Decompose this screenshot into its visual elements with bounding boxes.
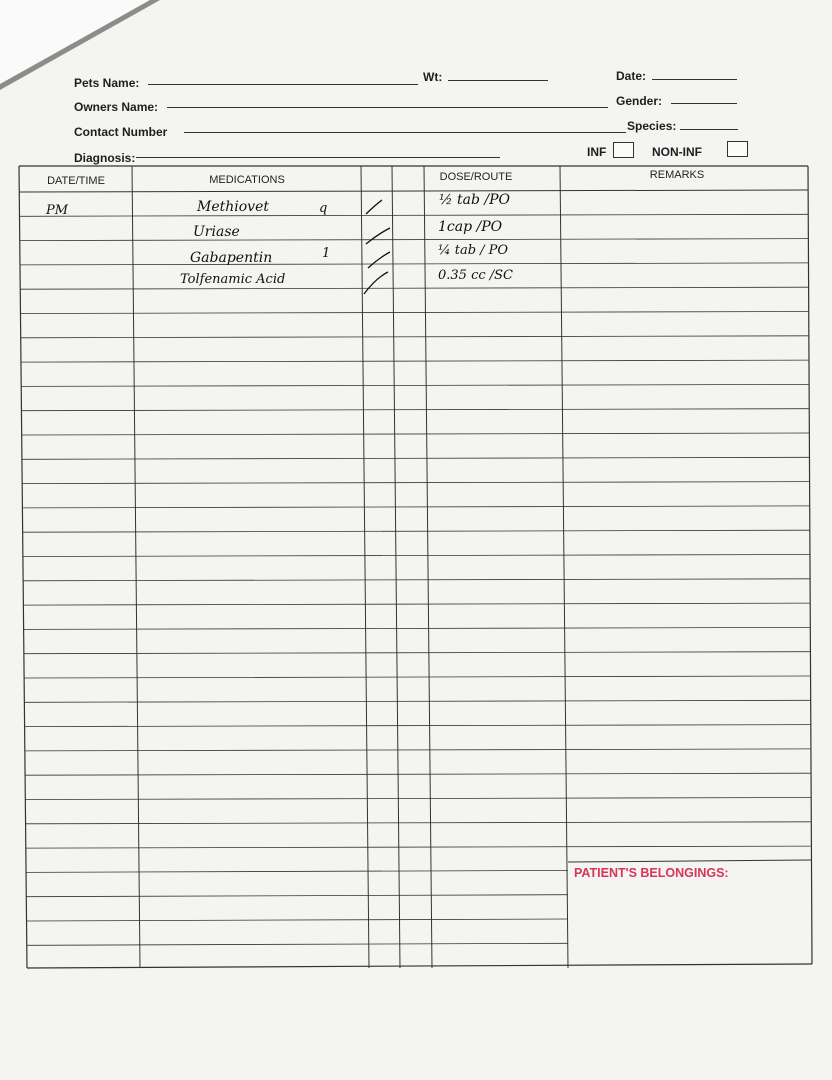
row-divider <box>24 627 810 629</box>
row-divider <box>27 943 568 945</box>
row-divider <box>25 725 811 727</box>
gender-label: Gender: <box>616 94 663 108</box>
column-divider <box>392 166 400 968</box>
column-divider <box>361 166 369 968</box>
row-divider <box>20 239 808 241</box>
row-divider <box>24 652 810 654</box>
row-divider <box>27 919 568 921</box>
row3-frequency: 1 <box>322 246 331 261</box>
row-divider <box>20 312 808 314</box>
row-divider <box>24 700 810 702</box>
row1-frequency: q <box>319 201 328 216</box>
table-border-left <box>19 166 27 968</box>
column-divider <box>424 166 432 968</box>
check-mark-icon <box>366 200 382 214</box>
table-border-right <box>808 166 812 964</box>
row-divider <box>21 384 809 386</box>
check-mark-icon <box>364 272 388 294</box>
row-divider <box>21 360 809 362</box>
row1-datetime: PM <box>46 203 69 218</box>
row-divider <box>23 530 810 532</box>
row-divider <box>23 555 810 557</box>
wt-label: Wt: <box>423 70 443 84</box>
patients-belongings-label: PATIENT'S BELONGINGS: <box>574 866 729 880</box>
row2-medication: Uriase <box>193 224 240 240</box>
row-divider <box>23 579 809 581</box>
row3-dose: ¼ tab / PO <box>438 243 509 258</box>
check-mark-icon <box>368 252 390 268</box>
diagnosis-label: Diagnosis: <box>74 151 136 165</box>
non-inf-label: NON-INF <box>652 145 702 159</box>
row-divider <box>26 822 811 824</box>
species-label: Species: <box>627 119 677 133</box>
row-divider <box>22 457 809 459</box>
date-label: Date: <box>616 69 647 83</box>
row3-medication: Gabapentin <box>190 250 273 266</box>
belongings-box-top <box>568 860 812 862</box>
column-divider <box>560 166 568 968</box>
row-divider <box>25 798 810 800</box>
row-divider <box>26 846 811 848</box>
row-divider <box>22 506 809 508</box>
row-divider <box>26 895 568 897</box>
row-divider <box>20 263 808 265</box>
pets-name-label: Pets Name: <box>74 76 140 90</box>
header-row-divider <box>19 190 808 192</box>
row-divider <box>25 773 810 775</box>
row-divider <box>21 409 808 411</box>
row-divider <box>24 676 810 678</box>
inf-label: INF <box>587 145 607 159</box>
row-divider <box>20 287 808 289</box>
row-divider <box>21 336 809 338</box>
col-header-medications: MEDICATIONS <box>209 174 285 186</box>
row-divider <box>20 214 809 216</box>
col-header-datetime: DATE/TIME <box>47 175 105 187</box>
row1-medication: Methiovet <box>197 199 269 215</box>
contact-number-label: Contact Number <box>74 125 168 139</box>
owners-name-label: Owners Name: <box>74 100 159 114</box>
row-divider <box>22 482 809 484</box>
row-divider <box>25 749 810 751</box>
row1-dose: ½ tab /PO <box>439 192 511 208</box>
row4-dose: 0.35 cc /SC <box>438 268 514 283</box>
row4-medication: Tolfenamic Acid <box>180 272 286 287</box>
table-border-bottom <box>27 964 812 968</box>
row-divider <box>26 870 568 872</box>
col-header-dose-route: DOSE/ROUTE <box>439 171 513 183</box>
row2-dose: 1cap /PO <box>438 219 503 235</box>
check-mark-icon <box>366 228 390 244</box>
row-divider <box>22 433 809 435</box>
col-header-remarks: REMARKS <box>649 169 705 181</box>
row-divider <box>23 603 809 605</box>
